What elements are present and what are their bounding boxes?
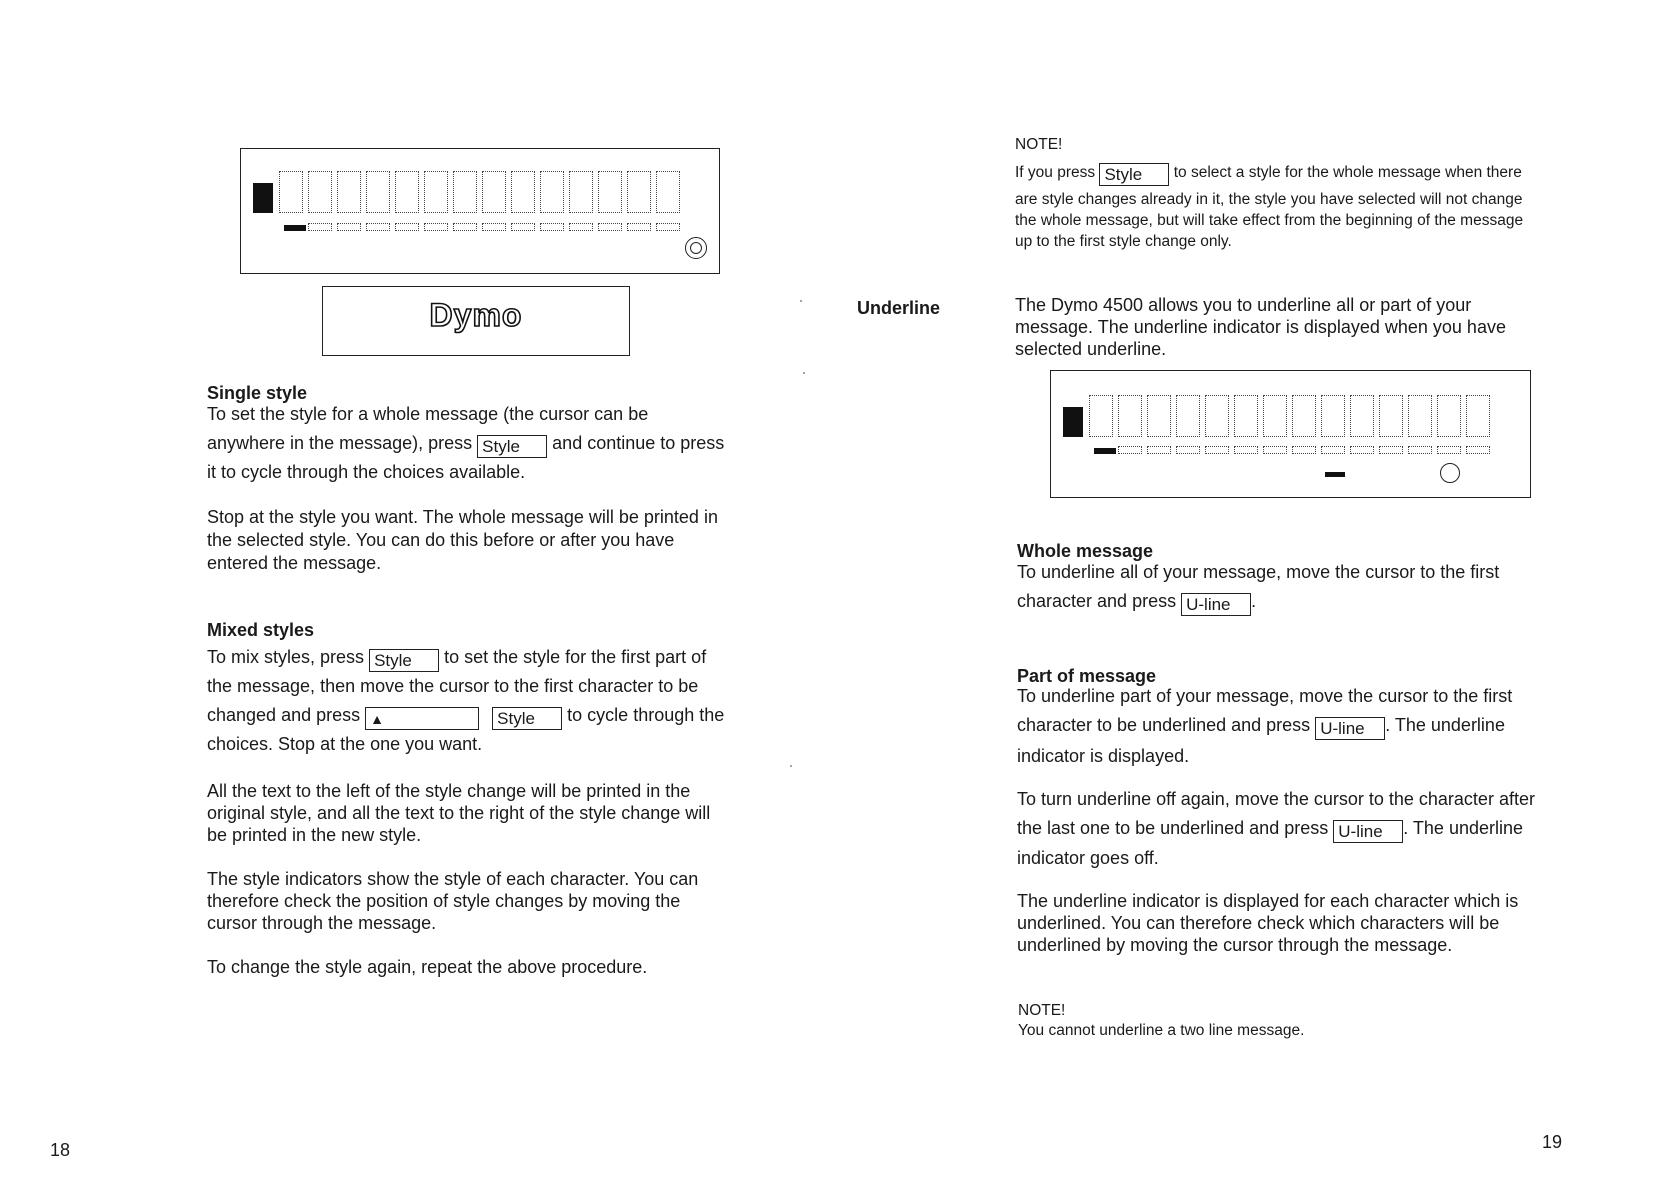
character-cell [1379, 395, 1403, 437]
paragraph-line: All the text to the left of the style change will be printed in the [207, 781, 691, 801]
style-indicator [482, 223, 506, 231]
style-indicator [1263, 446, 1287, 454]
character-cell [482, 171, 506, 213]
text-span: If you press [1015, 164, 1096, 181]
turn-off-line: indicator goes off. [1017, 848, 1159, 868]
up-arrow-key-icon: ▲ [365, 707, 479, 730]
cursor-block [1063, 407, 1083, 437]
note-title: NOTE! [1015, 136, 1063, 153]
mixed-styles-line [207, 646, 706, 672]
style-key: Style [492, 707, 562, 730]
style-indicator [511, 223, 535, 231]
character-cell [395, 171, 419, 213]
style-indicator [453, 223, 477, 231]
paragraph-line: To change the style again, repeat the above procedure. [207, 957, 648, 977]
style-indicator [1147, 446, 1171, 454]
style-indicator-active [1094, 448, 1116, 454]
style-indicator [1118, 446, 1142, 454]
character-cell [1408, 395, 1432, 437]
character-cell [453, 171, 477, 213]
paragraph-line: The underline indicator is displayed for each character which is [1017, 891, 1519, 911]
mixed-styles-line [207, 704, 724, 730]
whole-message-section [1017, 540, 1617, 620]
scan-speck [803, 372, 805, 374]
character-cell [337, 171, 361, 213]
style-indicator [1321, 446, 1345, 454]
part-message-heading: Part of message [1017, 666, 1157, 686]
stop-paragraph [207, 506, 767, 578]
style-indicator [1350, 446, 1374, 454]
single-style-section [207, 382, 767, 492]
style-indicator [1292, 446, 1316, 454]
underline-indicator-icon [1325, 472, 1345, 477]
character-cell [1089, 395, 1113, 437]
style-indicator [424, 223, 448, 231]
text-span: . The underline [1403, 818, 1524, 838]
part-message-line: indicator is displayed. [1017, 746, 1190, 766]
note-title: NOTE! [1018, 1002, 1066, 1019]
paragraph-line: cursor through the message. [207, 913, 437, 933]
character-cell [1147, 395, 1171, 437]
note-line: the whole message, but will take effect from the beginning of the message [1015, 212, 1524, 229]
character-cell [1466, 395, 1490, 437]
u-line-key: U-line [1181, 593, 1251, 616]
style-key: Style [369, 649, 439, 672]
paragraph-line: underlined by moving the cursor through the message. [1017, 935, 1453, 955]
style-indicator [1408, 446, 1432, 454]
paragraph-line: entered the message. [207, 553, 382, 573]
turn-off-section [1017, 788, 1617, 872]
paragraph-line: the selected style. You can do this before or after you have [207, 530, 675, 550]
character-cell [1437, 395, 1461, 437]
single-style-heading: Single style [207, 383, 308, 403]
style-indicator [1466, 446, 1490, 454]
style-indicator [308, 223, 332, 231]
style-indicator [1437, 446, 1461, 454]
character-cell [1263, 395, 1287, 437]
note-line [1015, 162, 1522, 186]
paragraph-line: original style, and all the text to the right of the style change will [207, 803, 711, 823]
dymo-logo: Dymo [429, 297, 523, 333]
character-cell [279, 171, 303, 213]
style-indicator [1234, 446, 1258, 454]
text-span: to select a style for the whole message when there [1173, 164, 1522, 181]
page-number-left: 18 [50, 1140, 71, 1160]
character-cell [1118, 395, 1142, 437]
underline-intro-paragraph [1015, 294, 1615, 366]
style-indicator [569, 223, 593, 231]
lcd-display-underline [1050, 370, 1531, 498]
style-indicator [656, 223, 680, 231]
character-cell [1176, 395, 1200, 437]
mixed-styles-section [207, 619, 767, 759]
character-cell [366, 171, 390, 213]
indicators-paragraph [207, 868, 767, 940]
character-cell [1350, 395, 1374, 437]
note-top [1015, 134, 1615, 254]
character-cell [424, 171, 448, 213]
paragraph-line: The style indicators show the style of each character. You can [207, 869, 699, 889]
note-line: up to the first style change only. [1015, 233, 1232, 250]
single-style-line: To set the style for a whole message (the cursor can be [207, 404, 649, 424]
style-indicator [540, 223, 564, 231]
paragraph-line: The Dymo 4500 allows you to underline all or part of your [1015, 295, 1472, 315]
paragraph-line: therefore check the position of style changes by moving the [207, 891, 681, 911]
page-number-right: 19 [1542, 1132, 1563, 1152]
style-indicator [598, 223, 622, 231]
whole-message-heading: Whole message [1017, 541, 1154, 561]
u-line-key: U-line [1315, 717, 1385, 740]
text-span: the last one to be underlined and press [1017, 818, 1329, 838]
part-message-line [1017, 714, 1505, 740]
text-span: character and press [1017, 591, 1177, 611]
underline-section-label: Underline [857, 298, 941, 318]
single-style-line: it to cycle through the choices available. [207, 462, 526, 482]
text-span: changed and press [207, 705, 361, 725]
character-cell [569, 171, 593, 213]
text-span: to cycle through the [567, 705, 725, 725]
scan-speck [790, 765, 792, 767]
style-key: Style [1099, 163, 1169, 186]
text-span: To mix styles, press [207, 647, 365, 667]
style-indicator [337, 223, 361, 231]
character-cell [511, 171, 535, 213]
character-cell [540, 171, 564, 213]
all-text-paragraph [207, 780, 767, 852]
text-span: character to be underlined and press [1017, 715, 1311, 735]
paragraph-line: be printed in the new style. [207, 825, 422, 845]
character-cell [1292, 395, 1316, 437]
character-cell [1234, 395, 1258, 437]
style-indicator [395, 223, 419, 231]
style-indicator [366, 223, 390, 231]
u-line-key: U-line [1333, 820, 1403, 843]
repeat-paragraph [207, 956, 767, 980]
character-cell [598, 171, 622, 213]
text-span: to set the style for the first part of [444, 647, 707, 667]
text-span: . The underline [1385, 715, 1505, 735]
cursor-block [253, 183, 273, 213]
note-bottom [1018, 1000, 1618, 1050]
whole-message-line: To underline all of your message, move the cursor to the first [1017, 562, 1500, 582]
note-line: You cannot underline a two line message. [1018, 1022, 1305, 1039]
scan-speck [800, 300, 802, 302]
single-style-line [207, 432, 724, 458]
text-span: and continue to press [552, 433, 725, 453]
turn-off-line [1017, 817, 1523, 843]
paragraph-line: Stop at the style you want. The whole message will be printed in [207, 507, 718, 527]
lcd-display-style [240, 148, 720, 274]
dymo-logo-box [322, 286, 630, 356]
style-indicator [1205, 446, 1229, 454]
style-key: Style [477, 435, 547, 458]
style-indicator [627, 223, 651, 231]
underline-display-paragraph [1017, 890, 1617, 962]
character-cell [656, 171, 680, 213]
note-line: are style changes already in it, the style you have selected will not change [1015, 191, 1523, 208]
style-ring-icon [1440, 463, 1460, 483]
style-ring-inner-icon [690, 242, 702, 254]
style-indicator [1176, 446, 1200, 454]
text-span: anywhere in the message), press [207, 433, 473, 453]
style-indicator [1379, 446, 1403, 454]
character-cell [627, 171, 651, 213]
part-message-section [1017, 665, 1617, 775]
mixed-styles-line: the message, then move the cursor to the first character to be [207, 676, 699, 696]
style-indicator-active [284, 225, 306, 231]
whole-message-line [1017, 590, 1256, 616]
paragraph-line: underlined. You can therefore check which characters will be [1017, 913, 1500, 933]
mixed-styles-line: choices. Stop at the one you want. [207, 734, 483, 754]
turn-off-line: To turn underline off again, move the cursor to the character after [1017, 789, 1535, 809]
character-cell [308, 171, 332, 213]
character-cell [1321, 395, 1345, 437]
character-cell [1205, 395, 1229, 437]
text-span: . [1251, 591, 1257, 611]
part-message-line: To underline part of your message, move the cursor to the first [1017, 686, 1513, 706]
paragraph-line: message. The underline indicator is displayed when you have [1015, 317, 1506, 337]
mixed-styles-heading: Mixed styles [207, 620, 315, 640]
paragraph-line: selected underline. [1015, 339, 1167, 359]
